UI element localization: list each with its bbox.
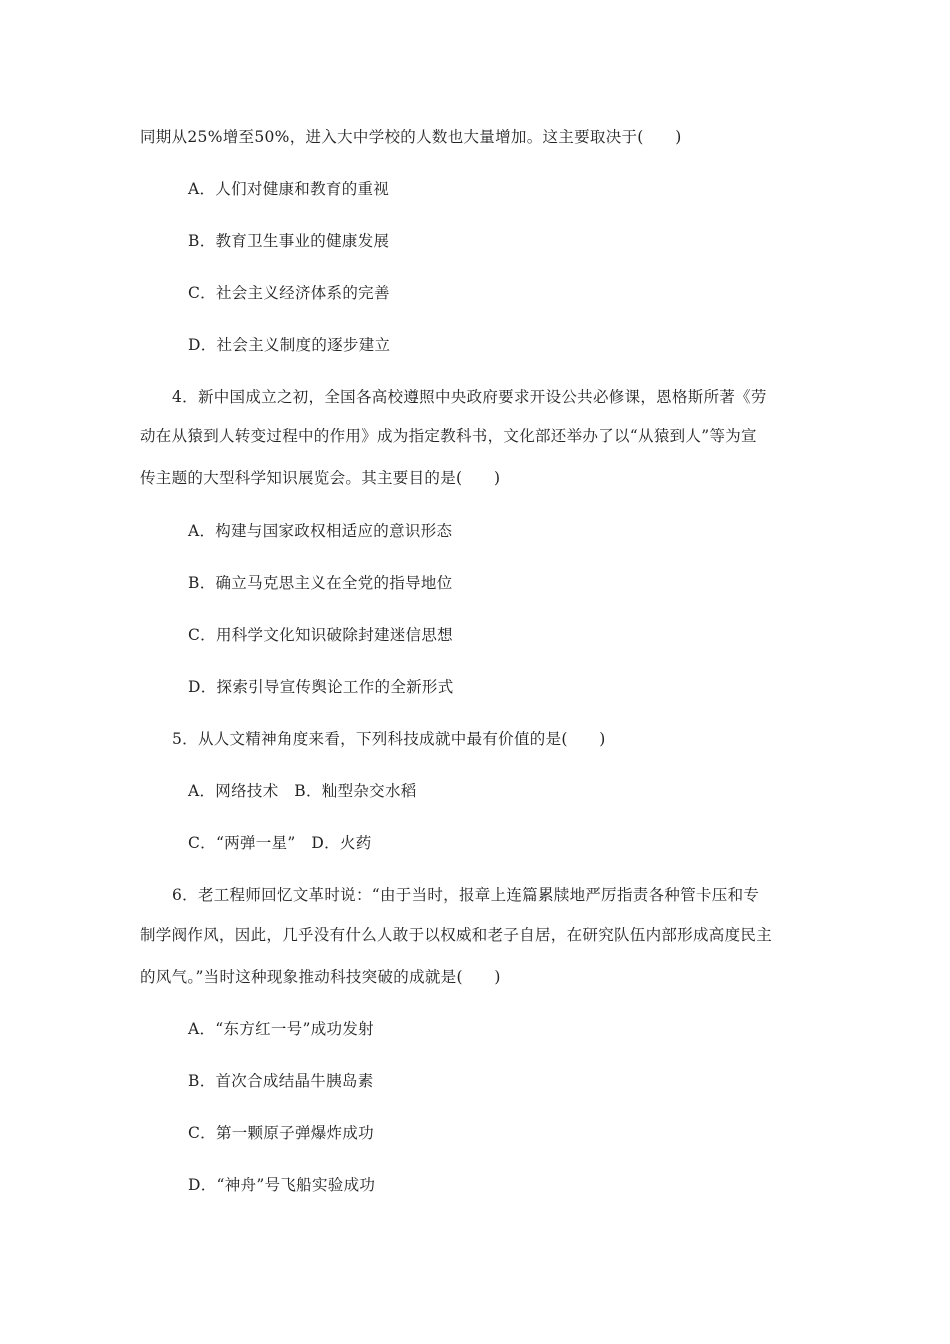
q4-option-c: C．用科学文化知识破除封建迷信思想 bbox=[188, 626, 453, 644]
q6-option-b: B．首次合成结晶牛胰岛素 bbox=[188, 1072, 374, 1090]
q6-stem-line-3: 的风气。”当时这种现象推动科技突破的成就是( ) bbox=[140, 968, 501, 986]
q6-option-a: A．“东方红一号”成功发射 bbox=[188, 1020, 374, 1038]
q4-stem-line-3: 传主题的大型科学知识展览会。其主要目的是( ) bbox=[140, 469, 501, 487]
q3-option-a: A．人们对健康和教育的重视 bbox=[188, 180, 390, 198]
q3-option-d: D．社会主义制度的逐步建立 bbox=[188, 336, 391, 354]
q6-stem-line-1: 6．老工程师回忆文革时说：“由于当时，报章上连篇累牍地严厉指责各种管卡压和专 bbox=[172, 886, 760, 904]
q5-options-line-1: A．网络技术 B．籼型杂交水稻 bbox=[188, 782, 417, 800]
q4-option-d: D．探索引导宣传舆论工作的全新形式 bbox=[188, 678, 454, 696]
q6-stem-line-2: 制学阀作风，因此，几乎没有什么人敢于以权威和老子自居，在研究队伍内部形成高度民主 bbox=[140, 926, 773, 944]
q4-option-a: A．构建与国家政权相适应的意识形态 bbox=[188, 522, 453, 540]
q3-option-c: C．社会主义经济体系的完善 bbox=[188, 284, 390, 302]
q5-options-line-2: C．“两弹一星” D．火药 bbox=[188, 834, 372, 852]
q6-option-d: D．“神舟”号飞船实验成功 bbox=[188, 1176, 376, 1194]
q3-stem-tail: 同期从25%增至50%，进入大中学校的人数也大量增加。这主要取决于( ) bbox=[140, 128, 682, 146]
q4-stem-line-2: 动在从猿到人转变过程中的作用》成为指定教科书，文化部还举办了以“从猿到人”等为宣 bbox=[140, 427, 757, 445]
q3-option-b: B．教育卫生事业的健康发展 bbox=[188, 232, 390, 250]
q4-option-b: B．确立马克思主义在全党的指导地位 bbox=[188, 574, 453, 592]
q6-option-c: C．第一颗原子弹爆炸成功 bbox=[188, 1124, 374, 1142]
q4-stem-line-1: 4．新中国成立之初，全国各高校遵照中央政府要求开设公共必修课，恩格斯所著《劳 bbox=[172, 388, 767, 406]
q5-stem: 5．从人文精神角度来看，下列科技成就中最有价值的是( ) bbox=[172, 730, 606, 748]
